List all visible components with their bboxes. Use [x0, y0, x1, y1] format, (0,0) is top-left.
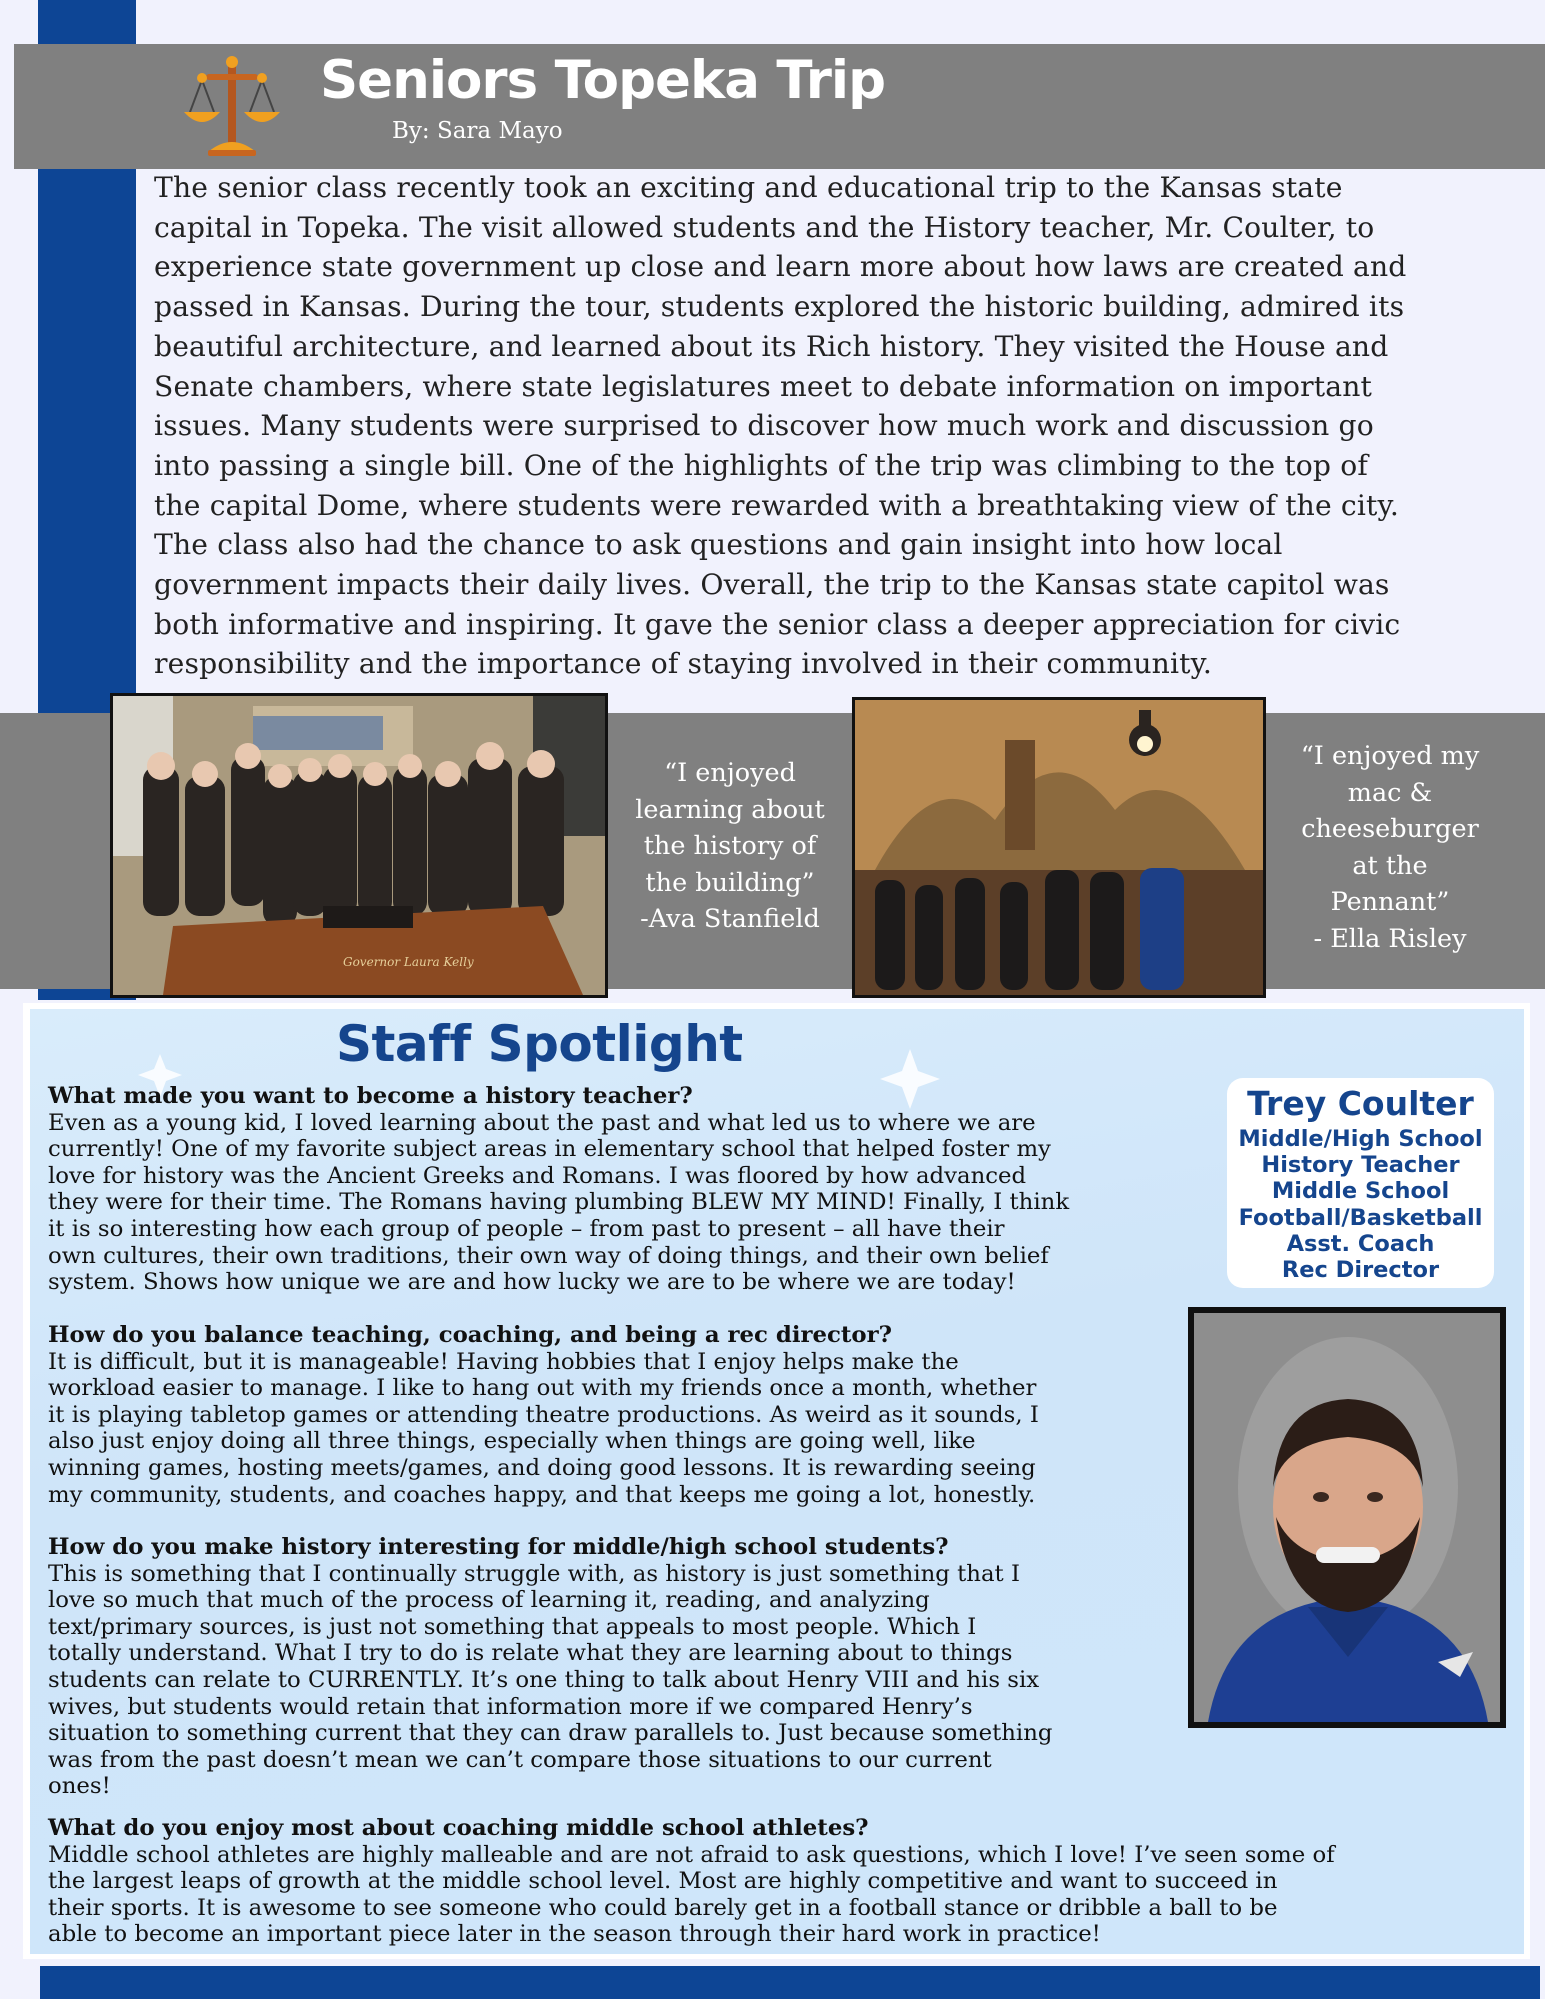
interview-question: How do you make history interesting for middle/high school students? — [48, 1534, 949, 1560]
quote-line: at the — [1352, 850, 1428, 881]
answer-line: wives, but students would retain that information more if we compared Henry’s — [48, 1693, 973, 1720]
answer-line: situation to something current that they can draw parallels to. Just because something — [48, 1720, 1053, 1747]
article-title: Seniors Topeka Trip — [320, 50, 886, 111]
student-quote-1 — [612, 755, 848, 938]
answer-line: the largest leaps of growth at the middle school level. Most are highly competitive and want to succeed in — [48, 1868, 1278, 1895]
article-line: The senior class recently took an exciting and educational trip to the Kansas state — [154, 171, 1343, 204]
footer-bar — [40, 1966, 1540, 1999]
interview-block-4 — [48, 1815, 1335, 1948]
answer-line: winning games, hosting meets/games, and doing good lessons. It is rewarding seeing — [48, 1454, 1036, 1481]
answer-line: students can relate to CURRENTLY. It’s one thing to talk about Henry VIII and his six — [48, 1666, 1040, 1693]
answer-line: It is difficult, but it is manageable! Having hobbies that I enjoy helps make the — [48, 1348, 959, 1375]
staff-portrait — [1188, 1307, 1506, 1728]
answer-line: it is playing tabletop games or attending theatre productions. As weird as it sounds, I — [48, 1401, 1039, 1428]
capitol-mural-photo — [852, 697, 1266, 998]
answer-line: This is something that I continually struggle with, as history is just something that I — [48, 1560, 1020, 1587]
answer-line: currently! One of my favorite subject areas in elementary school that helped foster my — [48, 1136, 1051, 1163]
article-line: into passing a single bill. One of the highlights of the trip was climbing to the top of — [154, 448, 1368, 482]
staff-role: Asst. Coach — [1286, 1230, 1435, 1257]
quote-line: the building” — [645, 867, 815, 898]
article-line: responsibility and the importance of staying involved in their community. — [154, 647, 1213, 681]
answer-line: also just enjoy doing all three things, especially when things are going well, like — [48, 1428, 976, 1455]
article-line: capital in Topeka. The visit allowed students and the History teacher, Mr. Coulter, to — [154, 210, 1375, 244]
article-line: government impacts their daily lives. Overall, the trip to the Kansas state capitol was — [154, 568, 1390, 602]
quote-line: “I enjoyed — [664, 758, 796, 788]
staff-role: Rec Director — [1281, 1257, 1440, 1284]
interview-block-2 — [48, 1322, 1039, 1508]
answer-line: Middle school athletes are highly malleable and are not afraid to ask questions, which I love! I’ve seen some of — [48, 1841, 1335, 1868]
photo-caption: Governor Laura Kelly — [343, 955, 474, 969]
answer-line: it is so interesting how each group of people – from past to present – all have their — [48, 1215, 1005, 1242]
article-byline: By: Sara Mayo — [392, 118, 563, 144]
student-quote-2 — [1285, 738, 1495, 957]
quote-line: cheeseburger — [1301, 814, 1479, 844]
answer-line: love for history was the Ancient Greeks and Romans. I was floored by how advanced — [48, 1162, 1027, 1189]
answer-line: workload easier to manage. I like to hang out with my friends once a month, whether — [48, 1375, 1037, 1402]
interview-block-3 — [48, 1534, 1053, 1800]
answer-line: their sports. It is awesome to see someone who could barely get in a football stance or dribble a ball to be — [48, 1894, 1278, 1921]
section-title: Staff Spotlight — [336, 1015, 743, 1073]
quote-line: learning about — [635, 794, 825, 825]
staff-role: Football/Basketball — [1238, 1204, 1483, 1231]
group-photo-governor-office — [110, 693, 608, 998]
staff-role: History Teacher — [1261, 1152, 1460, 1179]
staff-name: Trey Coulter — [1247, 1084, 1474, 1123]
interview-question: What made you want to become a history teacher? — [48, 1083, 693, 1109]
staff-name-card — [1227, 1078, 1494, 1288]
interview-block-1 — [48, 1083, 1069, 1296]
answer-line: was from the past doesn’t mean we can’t compare those situations to our current — [48, 1746, 992, 1773]
quote-line: the history of — [643, 831, 817, 861]
article-line: the capital Dome, where students were rewarded with a breathtaking view of the city. — [154, 488, 1399, 522]
quote-attribution: -Ava Stanfield — [640, 904, 820, 934]
article-line: experience state government up close and learn more about how laws are created and — [154, 250, 1407, 284]
article-line: beautiful architecture, and learned about its Rich history. They visited the House and — [154, 329, 1389, 363]
answer-line: Even as a young kid, I loved learning about the past and what led us to where we are — [48, 1109, 1036, 1136]
article-line: passed in Kansas. During the tour, students explored the historic building, admired its — [154, 290, 1405, 324]
answer-line: ones! — [48, 1773, 111, 1800]
quote-line: “I enjoyed my — [1300, 741, 1480, 771]
scales-of-justice-icon — [178, 52, 286, 162]
article-line: The class also had the chance to ask questions and gain insight into how local — [154, 528, 1283, 562]
answer-line: they were for their time. The Romans having plumbing BLEW MY MIND! Finally, I think — [48, 1189, 1070, 1216]
answer-line: love so much that much of the process of learning it, reading, and analyzing — [48, 1587, 930, 1614]
article-body — [154, 168, 1499, 684]
staff-role: Middle School — [1271, 1178, 1450, 1205]
article-line: both informative and inspiring. It gave the senior class a deeper appreciation for civic — [154, 607, 1401, 641]
interview-question: What do you enjoy most about coaching middle school athletes? — [48, 1815, 869, 1841]
answer-line: my community, students, and coaches happy, and that keeps me going a lot, honestly. — [48, 1481, 1036, 1508]
answer-line: able to become an important piece later in the season through their hard work in practice! — [48, 1921, 1101, 1948]
article-line: Senate chambers, where state legislatures meet to debate information on important — [154, 369, 1372, 403]
quote-line: Pennant” — [1330, 887, 1450, 917]
article-line: issues. Many students were surprised to discover how much work and discussion go — [154, 409, 1374, 443]
answer-line: totally understand. What I try to do is relate what they are learning about to things — [48, 1640, 1013, 1667]
answer-line: system. Shows how unique we are and how lucky we are to be where we are today! — [48, 1269, 1016, 1296]
interview-question: How do you balance teaching, coaching, and being a rec director? — [48, 1322, 892, 1348]
answer-line: text/primary sources, is just not something that appeals to most people. Which I — [48, 1613, 977, 1640]
quote-attribution: - Ella Risley — [1313, 923, 1467, 954]
answer-line: own cultures, their own traditions, their own way of doing things, and their own belief — [48, 1242, 1049, 1269]
staff-role: Middle/High School — [1238, 1126, 1483, 1152]
quote-line: mac & — [1347, 777, 1433, 808]
